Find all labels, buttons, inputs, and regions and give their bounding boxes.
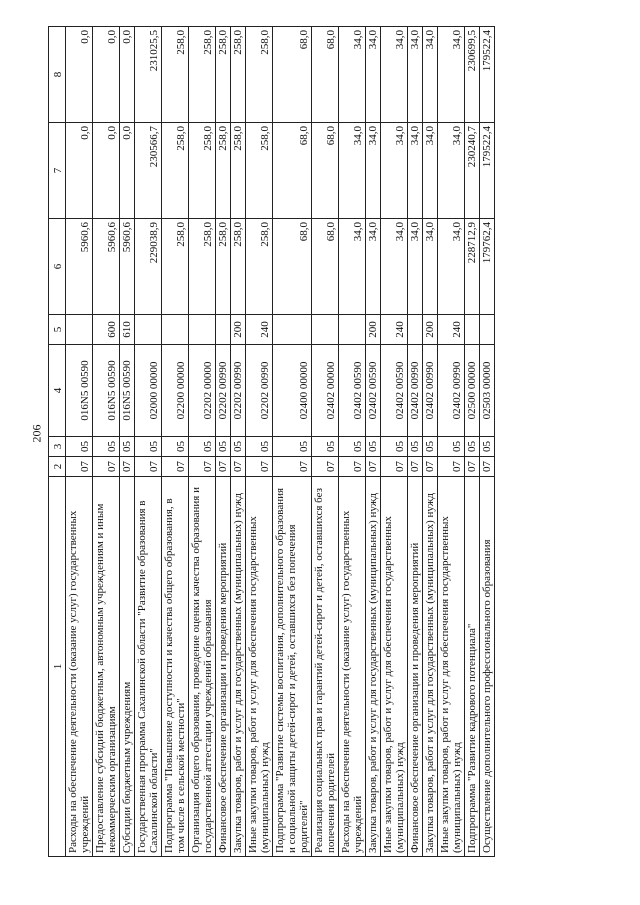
row-name-cell: Реализация социальных прав и гарантий детей-сирот и детей, оставшихся без попечения родителей [312,477,339,857]
row-value-cell: 05 [339,437,366,457]
row-name-cell: Иные закупки товаров, работ и услуг для обеспечения государственных (муниципальных) нужд [381,477,408,857]
row-value-cell: 05 [480,437,495,457]
table-row [216,27,231,857]
row-value-cell: 179522,4 [480,123,495,219]
row-value-cell: 05 [135,437,162,457]
row-value-cell: 02402 00990 [423,345,438,437]
header-cell: 2 [49,457,66,477]
row-value-cell: 240 [381,315,408,345]
header-cell: 3 [49,437,66,457]
row-value-cell: 05 [438,437,465,457]
table-row [366,27,381,857]
budget-table [48,26,495,857]
row-value-cell: 07 [189,457,216,477]
row-value-cell: 02402 00990 [438,345,465,437]
row-value-cell: 240 [246,315,273,345]
row-value-cell: 258,0 [231,219,246,315]
row-name-cell: Организация общего образования, проведение оценки качества образования и государственной аттестации учреждений образования [189,477,216,857]
row-value-cell: 179762,4 [480,219,495,315]
header-cell: 1 [49,477,66,857]
row-value-cell: 07 [273,457,312,477]
row-value-cell: 07 [381,457,408,477]
header-cell: 4 [49,345,66,437]
row-name-cell: Закупка товаров, работ и услуг для государственных (муниципальных) нужд [366,477,381,857]
row-value-cell: 34,0 [366,27,381,123]
row-value-cell: 68,0 [312,27,339,123]
row-value-cell [216,315,231,345]
row-value-cell: 34,0 [339,219,366,315]
row-value-cell: 05 [162,437,189,457]
row-value-cell [408,315,423,345]
row-value-cell: 231025,5 [135,27,162,123]
row-value-cell: 07 [423,457,438,477]
row-value-cell: 02000 00000 [135,345,162,437]
row-value-cell: 200 [423,315,438,345]
row-value-cell: 02200 00000 [162,345,189,437]
row-value-cell: 05 [120,437,135,457]
row-value-cell: 258,0 [216,123,231,219]
row-value-cell: 05 [408,437,423,457]
row-value-cell: 258,0 [216,219,231,315]
row-name-cell: Подпрограмма "Развитие системы воспитания, дополнительного образования и социальной защиты детей-сирот и детей, оставшихся без попечения родителей" [273,477,312,857]
row-name-cell: Иные закупки товаров, работ и услуг для обеспечения государственных (муниципальных) нужд [438,477,465,857]
header-cell: 5 [49,315,66,345]
row-value-cell [189,315,216,345]
row-name-cell: Субсидии бюджетным учреждениям [120,477,135,857]
row-value-cell: 07 [312,457,339,477]
row-value-cell: 34,0 [339,123,366,219]
row-value-cell: 179522,4 [480,27,495,123]
row-value-cell: 07 [465,457,480,477]
row-value-cell: 07 [246,457,273,477]
row-value-cell: 68,0 [312,219,339,315]
row-value-cell: 0,0 [93,27,120,123]
table-row [312,27,339,857]
table-row [408,27,423,857]
row-value-cell: 016N5 00590 [93,345,120,437]
row-value-cell [135,315,162,345]
row-value-cell: 34,0 [438,27,465,123]
row-name-cell: Финансовое обеспечение организации и проведения мероприятий [216,477,231,857]
row-value-cell: 07 [93,457,120,477]
table-body [66,27,495,857]
table-row [339,27,366,857]
row-value-cell: 0,0 [93,123,120,219]
row-value-cell: 258,0 [189,219,216,315]
row-value-cell: 07 [66,457,93,477]
row-value-cell [162,315,189,345]
row-value-cell: 02402 00990 [408,345,423,437]
row-value-cell: 05 [381,437,408,457]
row-value-cell: 0,0 [66,123,93,219]
table-row [465,27,480,857]
row-value-cell: 258,0 [246,27,273,123]
row-value-cell: 34,0 [423,219,438,315]
row-value-cell: 230699,5 [465,27,480,123]
row-value-cell: 600 [93,315,120,345]
row-value-cell: 258,0 [189,27,216,123]
rotated-budget-table-page [48,27,611,857]
page-number: 206 [29,424,44,443]
row-value-cell [465,315,480,345]
row-name-cell: Финансовое обеспечение организации и проведения мероприятий [408,477,423,857]
table-row [480,27,495,857]
row-value-cell: 05 [216,437,231,457]
row-value-cell: 68,0 [273,123,312,219]
row-value-cell: 34,0 [423,123,438,219]
table-row [162,27,189,857]
row-value-cell: 02402 00590 [339,345,366,437]
row-value-cell: 230566,7 [135,123,162,219]
row-value-cell: 02402 00000 [312,345,339,437]
row-value-cell: 016N5 00590 [66,345,93,437]
row-value-cell: 34,0 [438,219,465,315]
table-row [423,27,438,857]
header-cell: 8 [49,27,66,123]
row-value-cell: 34,0 [339,27,366,123]
row-value-cell: 68,0 [312,123,339,219]
table-row [135,27,162,857]
row-value-cell: 34,0 [423,27,438,123]
row-value-cell: 02503 00000 [480,345,495,437]
table-row [381,27,408,857]
table-header-row [49,27,66,857]
row-name-cell: Расходы на обеспечение деятельности (оказание услуг) государственных учреждений [339,477,366,857]
table-row [120,27,135,857]
row-value-cell: 34,0 [408,219,423,315]
row-value-cell: 05 [231,437,246,457]
row-value-cell: 02402 00590 [381,345,408,437]
row-value-cell: 05 [423,437,438,457]
row-value-cell: 05 [366,437,381,457]
row-value-cell: 05 [273,437,312,457]
row-value-cell: 34,0 [366,123,381,219]
row-value-cell: 200 [366,315,381,345]
row-name-cell: Закупка товаров, работ и услуг для государственных (муниципальных) нужд [231,477,246,857]
row-name-cell: Расходы на обеспечение деятельности (оказание услуг) государственных учреждений [66,477,93,857]
row-value-cell: 5960,6 [120,219,135,315]
row-value-cell: 02402 00590 [366,345,381,437]
table-row [66,27,93,857]
header-cell: 6 [49,219,66,315]
row-value-cell: 258,0 [189,123,216,219]
table-row [231,27,246,857]
row-name-cell: Осуществление дополнительного профессионального образования [480,477,495,857]
row-value-cell [480,315,495,345]
table-row [189,27,216,857]
row-value-cell: 05 [312,437,339,457]
row-value-cell [66,315,93,345]
row-name-cell: Предоставление субсидий бюджетным, автономным учреждениям и иным некоммерческим организациям [93,477,120,857]
row-value-cell: 258,0 [231,27,246,123]
row-value-cell: 016N5 00590 [120,345,135,437]
table-row [273,27,312,857]
row-value-cell: 02500 00000 [465,345,480,437]
table-row [93,27,120,857]
row-value-cell: 258,0 [162,27,189,123]
row-value-cell: 07 [216,457,231,477]
row-value-cell: 258,0 [246,123,273,219]
row-value-cell: 230240,7 [465,123,480,219]
row-value-cell: 610 [120,315,135,345]
row-value-cell: 02400 00000 [273,345,312,437]
row-value-cell: 200 [231,315,246,345]
row-value-cell: 07 [480,457,495,477]
row-value-cell: 07 [408,457,423,477]
row-name-cell: Подпрограмма "Повышение доступности и качества общего образования, в том числе в сельской местности" [162,477,189,857]
row-value-cell: 258,0 [231,123,246,219]
header-cell: 7 [49,123,66,219]
row-value-cell: 34,0 [381,219,408,315]
row-value-cell: 0,0 [66,27,93,123]
row-value-cell: 258,0 [246,219,273,315]
row-value-cell [339,315,366,345]
row-value-cell: 05 [465,437,480,457]
row-name-cell: Подпрограмма "Развитие кадрового потенциала" [465,477,480,857]
row-value-cell: 0,0 [120,27,135,123]
row-value-cell: 02202 00990 [246,345,273,437]
row-name-cell: Закупка товаров, работ и услуг для государственных (муниципальных) нужд [423,477,438,857]
row-value-cell: 05 [93,437,120,457]
row-value-cell: 258,0 [162,219,189,315]
row-value-cell: 5960,6 [66,219,93,315]
row-value-cell: 68,0 [273,219,312,315]
table-row [438,27,465,857]
row-name-cell: Иные закупки товаров, работ и услуг для обеспечения государственных (муниципальных) нужд [246,477,273,857]
row-value-cell: 02202 00990 [231,345,246,437]
row-value-cell: 5960,6 [93,219,120,315]
row-value-cell: 07 [135,457,162,477]
row-value-cell: 34,0 [366,219,381,315]
row-value-cell: 228712,9 [465,219,480,315]
row-value-cell: 07 [366,457,381,477]
row-value-cell: 05 [189,437,216,457]
row-value-cell: 34,0 [381,123,408,219]
row-value-cell: 34,0 [381,27,408,123]
row-value-cell: 05 [246,437,273,457]
table-row [246,27,273,857]
row-value-cell [312,315,339,345]
row-value-cell: 258,0 [216,27,231,123]
row-value-cell: 07 [339,457,366,477]
row-value-cell: 68,0 [273,27,312,123]
row-value-cell: 07 [231,457,246,477]
row-value-cell: 07 [120,457,135,477]
row-value-cell: 05 [66,437,93,457]
row-value-cell: 34,0 [408,27,423,123]
row-value-cell [273,315,312,345]
row-value-cell: 240 [438,315,465,345]
row-name-cell: Государственная программа Сахалинской области "Развитие образования в Сахалинской области" [135,477,162,857]
row-value-cell: 02202 00000 [189,345,216,437]
row-value-cell: 02202 00990 [216,345,231,437]
row-value-cell: 229038,9 [135,219,162,315]
row-value-cell: 07 [162,457,189,477]
row-value-cell: 34,0 [438,123,465,219]
row-value-cell: 07 [438,457,465,477]
row-value-cell: 34,0 [408,123,423,219]
row-value-cell: 0,0 [120,123,135,219]
row-value-cell: 258,0 [162,123,189,219]
